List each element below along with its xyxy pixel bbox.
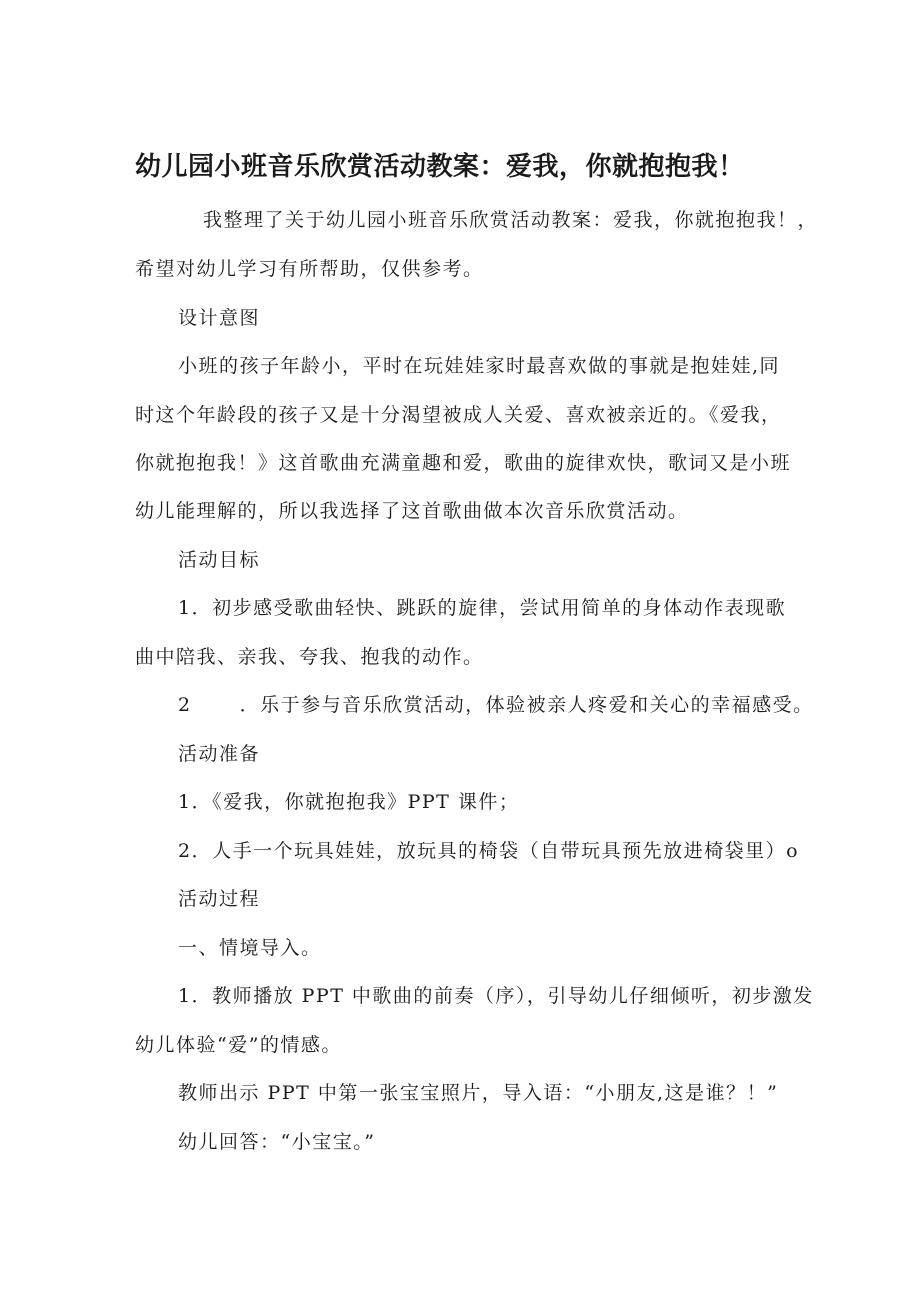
design-paragraph-line-2: 时这个年龄段的孩子又是十分渴望被成人关爱、喜欢被亲近的。《爱我， <box>135 404 782 426</box>
teacher-line: 教师出示 PPT 中第一张宝宝照片，导入语：“小朋友,这是谁？！” <box>178 1082 779 1104</box>
section-heading-goals: 活动目标 <box>178 549 261 571</box>
design-paragraph-line-3: 你就抱抱我！》这首歌曲充满童趣和爱，歌曲的旋律欢快，歌词又是小班 <box>135 452 792 474</box>
goal-1-line-1: 1．初步感受歌曲轻快、跳跃的旋律，尝试用简单的身体动作表现歌 <box>178 597 787 619</box>
intro-line-1: 我整理了关于幼儿园小班音乐欣赏活动教案：爱我，你就抱抱我！， <box>203 209 819 231</box>
goal-1-line-2: 曲中陪我、亲我、夸我、抱我的动作。 <box>135 646 484 668</box>
section-heading-process: 活动过程 <box>178 888 261 910</box>
process-item-1-line-1: 1．教师播放 PPT 中歌曲的前奏（序），引导幼儿仔细倾听，初步激发 <box>178 985 814 1007</box>
intro-line-2: 希望对幼儿学习有所帮助，仅供参考。 <box>135 258 484 280</box>
prep-item-1: 1．《爱我，你就抱抱我》PPT 课件； <box>178 791 520 813</box>
design-paragraph-line-4: 幼儿能理解的，所以我选择了这首歌曲做本次音乐欣赏活动。 <box>135 500 689 522</box>
process-step-heading: 一、情境导入。 <box>178 937 322 959</box>
page-title: 幼儿园小班音乐欣赏活动教案：爱我，你就抱抱我！ <box>135 152 745 182</box>
design-paragraph-line-1: 小班的孩子年龄小，平时在玩娃娃家时最喜欢做的事就是抱娃娃,同 <box>178 355 781 377</box>
child-line: 幼儿回答：“小宝宝。” <box>178 1131 376 1153</box>
process-item-1-line-2: 幼儿体验“爱”的情感。 <box>135 1034 342 1056</box>
goal-2-number: 2 <box>178 694 192 716</box>
goal-2-text: ．乐于参与音乐欣赏活动，体验被亲人疼爱和关心的幸福感受。 <box>239 694 814 716</box>
goal-2 <box>178 693 814 717</box>
section-heading-design: 设计意图 <box>178 307 261 329</box>
prep-item-2: 2．人手一个玩具娃娃，放玩具的椅袋（自带玩具预先放进椅袋里）o <box>178 840 800 862</box>
section-heading-preparation: 活动准备 <box>178 743 261 765</box>
